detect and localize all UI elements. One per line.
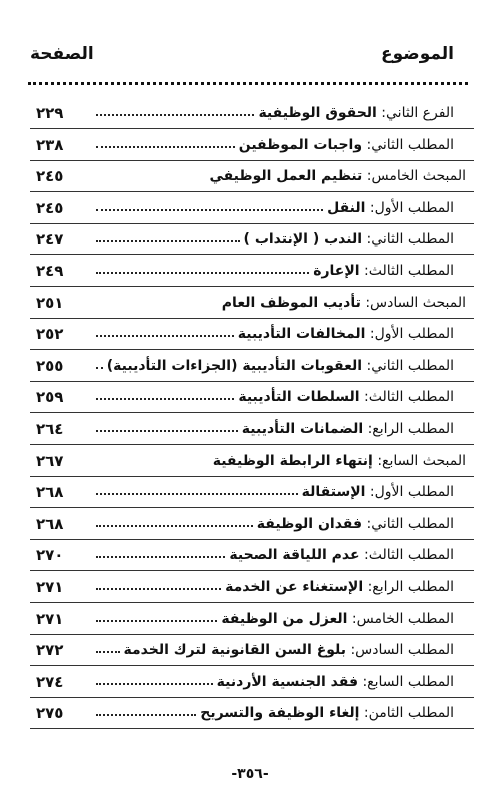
- toc-entry: [0, 477, 500, 508]
- toc-entry-title: [327, 200, 454, 216]
- page-number: -٣٥٦-: [231, 766, 269, 782]
- toc-entry-label: المطلب الأول:: [369, 326, 454, 343]
- toc-entry: [0, 604, 500, 635]
- toc-entry: [0, 193, 500, 224]
- toc-entry: [0, 509, 500, 540]
- toc-leader-dots: [96, 367, 103, 369]
- toc-entry-title: [244, 231, 454, 247]
- toc-entry: [0, 351, 500, 382]
- toc-header: [26, 44, 476, 70]
- toc-entry-title: [258, 105, 454, 121]
- toc-leader-dots: [96, 683, 213, 685]
- toc-entry-title: [221, 611, 454, 627]
- toc-entry-title: [225, 579, 454, 595]
- toc-leader-dots: [96, 335, 234, 337]
- toc-entry-text: المخالفات التأديبية: [237, 326, 366, 343]
- toc-leader-dots: [96, 620, 217, 622]
- toc-leader-dots: [96, 651, 120, 653]
- toc-entry-title: [238, 326, 454, 342]
- toc-entry-text: إلغاء الوظيفة والتسريح: [200, 705, 360, 722]
- toc-entry-title: [200, 705, 454, 721]
- toc-entry: [0, 319, 500, 350]
- row-divider: [30, 728, 474, 729]
- toc-entry: [0, 414, 500, 445]
- toc-entry-text: النقل: [327, 199, 366, 216]
- toc-entry-text: إنتهاء الرابطة الوظيفية: [212, 452, 373, 469]
- toc-entry-page: ٢٥٢: [36, 325, 64, 344]
- toc-entry: [0, 288, 500, 319]
- toc-leader-dots: [96, 588, 221, 590]
- toc-entry-text: فقد الجنسية الأردنية: [216, 673, 358, 690]
- toc-entry-page: ٢٥٥: [36, 356, 64, 375]
- toc-entry-page: ٢٧١: [36, 609, 64, 628]
- toc-entry-page: ٢٤٩: [36, 262, 64, 280]
- toc-leader-dots: [96, 525, 253, 527]
- toc-entry-page: ٢٧٢: [36, 641, 64, 660]
- toc-entry-label: المطلب الثاني:: [366, 515, 454, 532]
- toc-entry-page: ٢٧٤: [36, 672, 64, 691]
- toc-entry-text: واجبات الموظفين: [238, 136, 363, 153]
- toc-entry-title: [239, 137, 454, 153]
- toc-entry: [0, 130, 500, 161]
- toc-entry-label: المطلب السادس:: [350, 642, 454, 659]
- toc-entry: [0, 161, 500, 192]
- toc-entry-title: [238, 389, 454, 405]
- toc-entry-title: [222, 295, 466, 311]
- toc-entry-text: الإستقالة: [301, 484, 366, 501]
- toc-entry-page: ٢٢٩: [36, 104, 64, 122]
- toc-leader-dots: [96, 430, 238, 432]
- toc-entry-page: ٢٦٧: [36, 451, 64, 470]
- toc-entry-label: المبحث السادس:: [365, 294, 466, 311]
- toc-leader-dots: [96, 114, 254, 116]
- page-column-heading: الصفحة: [30, 44, 94, 64]
- toc-entry-text: الندب ( الإنتداب ): [243, 231, 363, 248]
- toc-entry-page: ٢٥١: [36, 293, 64, 312]
- toc-entry-page: ٢٤٧: [36, 230, 64, 249]
- toc-entry-text: تنظيم العمل الوظيفي: [209, 168, 363, 185]
- toc-entry-text: الحقوق الوظيفية: [258, 105, 377, 121]
- toc-entry-label: المطلب الرابع:: [367, 579, 454, 595]
- toc-entry: [0, 256, 500, 287]
- toc-entry-page: ٢٧٠: [36, 546, 64, 565]
- toc-leader-dots: [96, 714, 196, 716]
- toc-entry-text: فقدان الوظيفة: [256, 515, 363, 532]
- toc-entry: [0, 446, 500, 477]
- toc-entry-text: عدم اللياقة الصحية: [229, 547, 360, 564]
- toc-entry-label: المطلب الثامن:: [363, 705, 454, 722]
- toc-entry-title: [217, 674, 454, 690]
- toc-entry-page: ٢٧٥: [36, 704, 64, 723]
- toc-entry-label: المبحث الخامس:: [366, 168, 466, 185]
- toc-entry-page: ٢٧١: [36, 578, 64, 596]
- toc-entry-text: العزل من الوظيفة: [221, 610, 348, 627]
- toc-entry-title: [302, 484, 454, 500]
- toc-entry: [0, 98, 500, 129]
- toc-entry-page: ٢٦٨: [36, 483, 64, 502]
- toc-entry: [0, 382, 500, 413]
- toc-entry-text: العقوبات التأديبية (الجزاءات التأديبية): [106, 357, 363, 374]
- toc-entry-text: الإستغناء عن الخدمة: [225, 579, 364, 595]
- toc-entry: [0, 698, 500, 729]
- toc-entry: [0, 224, 500, 255]
- toc-entry-label: المطلب الأول:: [369, 199, 454, 216]
- toc-entry-label: الفرع الثاني:: [381, 105, 454, 121]
- topic-column-heading: الموضوع: [381, 44, 454, 64]
- toc-entry-page: ٢٣٨: [36, 135, 64, 154]
- toc-entry-title: [257, 516, 454, 532]
- toc-entry-title: [313, 263, 454, 279]
- toc-leader-dots: [96, 146, 235, 148]
- toc-entry-page: ٢٦٤: [36, 420, 64, 438]
- toc-entry-label: المطلب الثالث:: [364, 547, 454, 564]
- toc-entry-label: المطلب الثالث:: [364, 263, 454, 279]
- toc-entry-label: المبحث السابع:: [377, 452, 466, 469]
- toc-entry: [0, 540, 500, 571]
- toc-entry-label: المطلب الثاني:: [366, 136, 454, 153]
- toc-leader-dots: [96, 272, 309, 274]
- toc-entry-text: السلطات التأديبية: [238, 389, 360, 406]
- toc-entry-text: بلوغ السن القانونية لترك الخدمة: [123, 642, 347, 659]
- toc-entry-title: [107, 358, 454, 374]
- toc-entry-label: المطلب الثالث:: [364, 389, 454, 406]
- toc-entry-label: المطلب الرابع:: [367, 421, 454, 437]
- header-dotted-rule: [28, 82, 468, 85]
- toc-entry-title: [124, 642, 454, 658]
- toc-entry-title: [229, 547, 454, 563]
- toc-entry-label: المطلب الخامس:: [351, 610, 454, 627]
- toc-leader-dots: [96, 240, 240, 242]
- toc-entry: [0, 572, 500, 603]
- toc-entry-title: [242, 421, 454, 437]
- toc-entry: [0, 667, 500, 698]
- toc-entry-label: المطلب الأول:: [369, 484, 454, 501]
- toc-entry-text: الإعارة: [313, 263, 360, 279]
- toc-entry-text: تأديب الموظف العام: [221, 294, 361, 311]
- toc-entry: [0, 635, 500, 666]
- toc-leader-dots: [96, 209, 323, 211]
- toc-entry-page: ٢٦٨: [36, 514, 64, 533]
- toc-leader-dots: [96, 398, 234, 400]
- toc-entry-page: ٢٤٥: [36, 167, 64, 186]
- toc-entry-label: المطلب الثاني:: [366, 231, 454, 248]
- toc-leader-dots: [96, 493, 298, 495]
- toc-entry-text: الضمانات التأديبية: [241, 421, 364, 437]
- toc-entry-label: المطلب الثاني:: [366, 357, 454, 374]
- toc-entry-title: [209, 168, 466, 184]
- toc-entry-label: المطلب السابع:: [362, 673, 454, 690]
- toc-entry-page: ٢٤٥: [36, 198, 64, 217]
- toc-entry-page: ٢٥٩: [36, 388, 64, 407]
- toc-leader-dots: [96, 556, 225, 558]
- toc-entry-title: [213, 453, 466, 469]
